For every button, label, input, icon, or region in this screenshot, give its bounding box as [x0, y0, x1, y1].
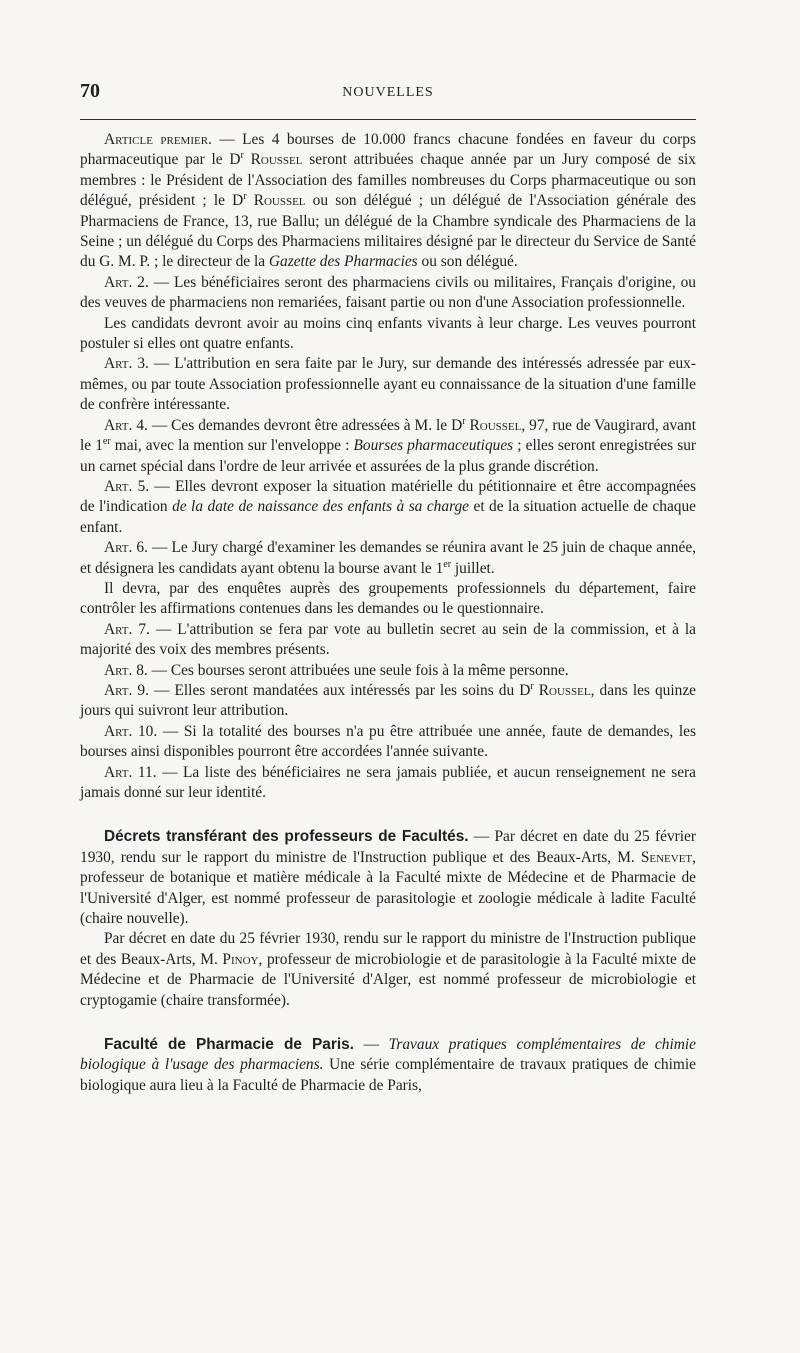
article-3 — [80, 354, 696, 415]
article-5 — [80, 477, 696, 538]
section-text: , professeur de botanique et matière médicale à la Faculté mixte de Médecine et de Pharmacie de l'Université d'Alger, est nommé professeur de parasitologie et zoologie médicale à ladite Faculté (chaire nouvelle). — [80, 848, 696, 928]
article-text: — L'attribution en sera faite par le Jury, sur demande des intéressés adressée par eux-mêmes, ou par toute Association professionnelle ayant eu connaissance de la situation d'une famille de confrère intéressante. — [80, 355, 696, 414]
article-8 — [80, 661, 696, 681]
article-text: juillet. — [451, 559, 495, 577]
article-label: Art. 10. — [104, 722, 158, 740]
page-header — [80, 80, 696, 104]
section-heading: Faculté de Pharmacie de Paris. — [104, 1036, 354, 1054]
header-rule — [80, 119, 696, 120]
article-9 — [80, 681, 696, 722]
decrets-paragraph-1 — [80, 827, 696, 929]
article-4 — [80, 416, 696, 477]
section-text: , professeur de microbiologie et de parasitologie à la Faculté mixte de Médecine et de Pharmacie de l'Université d'Alger, est nommé professeur de microbiologie et cryptogamie (chaire transformée). — [80, 950, 696, 1009]
article-label: Art. 2. — [104, 273, 149, 291]
article-text: seront attribuées chaque année par un Jury composé de six membres : le Président de l'Association des familles nombreuses du Corps pharmaceutique ou son délégué, président ; le D — [80, 151, 696, 210]
article-label: Art. 11. — [104, 763, 157, 781]
article-text: — Ces bourses seront attribuées une seule fois à la même personne. — [147, 661, 569, 679]
article-text: ou son délégué. — [417, 253, 518, 271]
article-label: Art. 8. — [104, 661, 148, 679]
superscript: r — [530, 680, 534, 692]
article-6-continued: Il devra, par des enquêtes auprès des groupements professionnels du département, faire contrôler les affirmations contenues dans les demandes ou le questionnaire. — [80, 579, 696, 618]
superscript: r — [240, 150, 244, 162]
article-text: , dans les quinze jours qui suivront leur attribution. — [80, 681, 696, 720]
faculte-paragraph — [80, 1035, 696, 1096]
envelope-mention: Bourses pharmaceutiques — [353, 437, 514, 455]
article-label: Art. 3. — [104, 355, 149, 373]
decrets-section — [80, 827, 696, 1011]
faculte-section — [80, 1035, 696, 1096]
article-7 — [80, 620, 696, 661]
article-text: — Les 4 bourses de 10.000 francs chacune fondées en faveur du corps pharmaceutique par le D — [80, 131, 696, 169]
article-text: — Les bénéficiaires seront des pharmaciens civils ou militaires, Français d'origine, ou des veuves de pharmaciens non remariées, faisant partie ou non d'une Association professionnelle. — [80, 273, 696, 312]
publication-title: Gazette des Pharmacies — [268, 253, 418, 271]
person-name: Roussel — [246, 192, 306, 210]
superscript: r — [462, 415, 466, 427]
article-text: et de la situation actuelle de chaque enfant. — [80, 498, 696, 536]
article-label: Art. 5. — [104, 477, 150, 495]
page-number: 70 — [80, 80, 100, 102]
section-text: — Par décret en date du 25 février 1930, rendu sur le rapport du ministre de l'Instruction publique et des Beaux-Arts, M. — [80, 828, 697, 866]
article-6 — [80, 538, 696, 579]
article-1 — [80, 130, 696, 273]
article-label: Art. 4. — [104, 416, 148, 434]
article-text: ; elles seront enregistrées sur un carnet spécial dans l'ordre de leur arrivée et assurées de la plus grande discrétion. — [80, 437, 697, 475]
article-text: — Le Jury chargé d'examiner les demandes se réunira avant le 25 juin de chaque année, et désignera les candidats ayant obtenu la bourse avant le 1 — [80, 539, 696, 577]
article-body — [80, 130, 696, 1096]
decrets-paragraph-2 — [80, 929, 696, 1011]
section-heading: Décrets transférant des professeurs de Facultés. — [104, 828, 469, 846]
section-text: Une série complémentaire de travaux pratiques de chimie biologique aura lieu à la Faculté de Pharmacie de Paris, — [80, 1056, 696, 1094]
superscript: r — [243, 191, 247, 203]
article-text: — Ces demandes devront être adressées à M. le D — [147, 416, 463, 434]
article-label: Article premier. — [104, 131, 212, 148]
article-10 — [80, 722, 696, 763]
article-text: — Elles devront exposer la situation matérielle du pétitionnaire et être accompagnées de l'indication — [80, 477, 697, 516]
article-label: Art. 7. — [104, 620, 150, 638]
italic-phrase: de la date de naissance des enfants à sa charge — [172, 498, 470, 516]
article-text: ou son délégué ; un délégué de l'Association générale des Pharmaciens de France, 13, rue Ballu; un délégué de la Chambre syndicale des Pharmaciens de la Seine ; un délégué du Corps des Pharmaciens militaires désigné par le directeur du Service de Santé du G. M. P. ; le directeur de la — [80, 192, 696, 271]
article-label: Art. 9. — [104, 681, 149, 699]
article-11 — [80, 763, 696, 804]
article-text: , 97, rue de Vaugirard, avant le 1 — [80, 416, 696, 455]
article-2-continued: Les candidats devront avoir au moins cinq enfants vivants à leur charge. Les veuves pourront postuler si elles ont quatre enfants. — [80, 314, 696, 353]
article-text: — La liste des bénéficiaires ne sera jamais publiée, et aucun renseignement ne sera jamais donné sur leur identité. — [80, 763, 696, 801]
article-text: — L'attribution se fera par vote au bulletin secret au sein de la commission, et à la majorité des voix des membres présents. — [80, 620, 696, 659]
person-name: Roussel — [243, 151, 303, 169]
italic-phrase: Travaux pratiques complémentaires de chimie biologique à l'usage des pharmaciens. — [80, 1036, 696, 1074]
article-text: — Elles seront mandatées aux intéressés par les soins du D — [148, 681, 531, 699]
person-name: Roussel — [533, 681, 591, 699]
superscript: er — [102, 435, 111, 447]
article-2 — [80, 273, 696, 314]
running-title: NOUVELLES — [342, 85, 434, 100]
section-text: Par décret en date du 25 février 1930, rendu sur le rapport du ministre de l'Instruction publique et des Beaux-Arts, M. — [80, 930, 696, 968]
article-text: mai, avec la mention sur l'enveloppe : — [110, 437, 354, 455]
person-name: Senevet — [640, 848, 693, 866]
article-text: — Si la totalité des bourses n'a pu être attribuée une année, faute de demandes, les bourses ainsi disponibles pourront être accordées l'année suivante. — [80, 722, 696, 761]
article-label: Art. 6. — [104, 539, 148, 557]
person-name: Roussel — [465, 416, 522, 434]
section-dash: — — [353, 1036, 389, 1054]
person-name: Pinoy — [222, 950, 259, 968]
superscript: er — [443, 558, 452, 570]
